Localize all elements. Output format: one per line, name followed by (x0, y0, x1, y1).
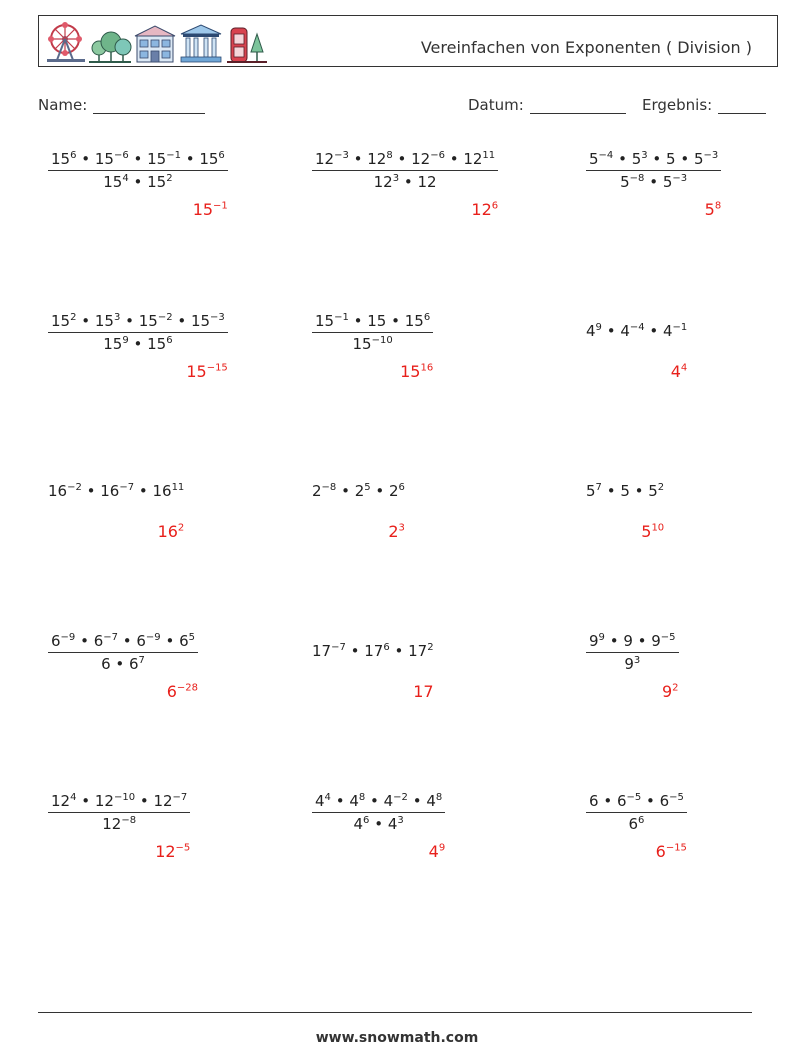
power-base: 4 (387, 815, 398, 833)
worksheet-header (38, 15, 778, 67)
power-exponent: −5 (660, 632, 676, 643)
trees-icon (89, 32, 131, 63)
expression (48, 470, 184, 502)
power-base: 6 (179, 632, 189, 650)
power-base: 12 (367, 150, 387, 168)
power-base: 5 (620, 482, 630, 500)
answer-exponent: 8 (714, 200, 722, 212)
fraction (48, 630, 198, 675)
power-exponent: 6 (383, 642, 390, 653)
power-base: 2 (389, 482, 399, 500)
power-base: 12 (315, 150, 335, 168)
power-base: 2 (312, 482, 322, 500)
fraction (48, 148, 228, 193)
power-exponent: 2 (427, 642, 434, 653)
answer-exponent: 3 (398, 522, 405, 534)
multiply-dot: • (641, 792, 660, 810)
problem-4 (48, 310, 228, 355)
answer-3 (705, 200, 722, 219)
answer-exponent: 16 (420, 362, 434, 374)
power-base: 15 (103, 173, 123, 191)
denominator (312, 333, 433, 355)
numerator (312, 148, 498, 171)
fraction (312, 790, 445, 835)
power-base: 4 (620, 322, 630, 340)
answer-base: 17 (413, 682, 434, 701)
answer-2 (471, 200, 498, 219)
multiply-dot: • (345, 642, 365, 660)
power-exponent: −1 (334, 312, 349, 323)
power-exponent: −2 (393, 792, 408, 803)
power-base: 15 (51, 312, 71, 330)
power-base: 4 (586, 322, 596, 340)
power-base: 15 (404, 312, 424, 330)
power-exponent: 4 (70, 792, 77, 803)
multiply-dot: • (76, 792, 95, 810)
expression (586, 470, 664, 502)
problem-9 (586, 470, 664, 502)
power-base: 6 (51, 632, 61, 650)
answer-12 (662, 682, 679, 701)
multiply-dot: • (128, 150, 148, 168)
power-base: 9 (623, 632, 633, 650)
power-exponent: 7 (595, 482, 602, 493)
power-base: 6 (659, 792, 670, 810)
fraction (312, 310, 433, 355)
power-base: 16 (152, 482, 172, 500)
power-base: 12 (102, 815, 122, 833)
power-exponent: −3 (210, 312, 225, 323)
power-base: 5 (693, 150, 704, 168)
problem-6 (586, 310, 687, 342)
power-base: 4 (383, 792, 394, 810)
answer-6 (671, 362, 688, 381)
answer-7 (158, 522, 185, 541)
answer-base: 15 (186, 362, 207, 381)
power-exponent: 9 (122, 335, 129, 346)
power-exponent: −7 (331, 642, 346, 653)
power-exponent: −9 (60, 632, 76, 643)
power-base: 17 (408, 642, 428, 660)
power-exponent: 6 (423, 312, 431, 323)
problem-8 (312, 470, 405, 502)
power-exponent: 6 (363, 815, 370, 826)
house-icon (135, 26, 175, 62)
answer-exponent: 10 (651, 522, 665, 534)
power-base: 15 (147, 150, 167, 168)
answer-14 (429, 842, 446, 861)
fraction (586, 630, 679, 675)
power-base: 4 (349, 792, 359, 810)
answer-10 (167, 682, 198, 701)
problem-12 (586, 630, 679, 675)
power-exponent: −4 (598, 150, 614, 161)
power-exponent: 5 (364, 482, 371, 493)
name-field[interactable] (38, 96, 205, 114)
answer-8 (388, 522, 405, 541)
fraction (48, 310, 228, 355)
fraction (586, 148, 721, 193)
power-exponent: 7 (138, 655, 145, 666)
header-icons (43, 22, 273, 64)
power-base: 5 (631, 150, 642, 168)
multiply-dot: • (180, 150, 200, 168)
problem-11 (312, 630, 434, 662)
answer-base: 15 (400, 362, 421, 381)
numerator (312, 790, 445, 813)
power-exponent: −3 (703, 150, 719, 161)
power-base: 6 (136, 632, 146, 650)
multiply-dot: • (117, 632, 137, 650)
power-exponent: 3 (633, 655, 641, 666)
datum-blank[interactable] (530, 98, 626, 114)
multiply-dot: • (399, 173, 418, 191)
multiply-dot: • (135, 792, 154, 810)
answer-base: 4 (670, 362, 681, 381)
multiply-dot: • (386, 312, 405, 330)
power-exponent: −2 (157, 312, 173, 323)
power-exponent: 4 (324, 792, 331, 803)
denominator (48, 171, 228, 193)
power-exponent: −4 (629, 322, 645, 333)
footer-url: www.snowmath.com (315, 1030, 479, 1046)
power-exponent: −8 (121, 815, 137, 826)
fraction (312, 148, 498, 193)
power-exponent: −7 (103, 632, 118, 643)
answer-exponent: 9 (438, 842, 446, 854)
answer-exponent: 2 (177, 522, 185, 534)
numerator (48, 630, 198, 653)
power-base: 12 (411, 150, 431, 168)
multiply-dot: • (598, 792, 617, 810)
power-base: 5 (620, 173, 630, 191)
problem-5 (312, 310, 433, 355)
fraction (48, 790, 190, 835)
multiply-dot: • (613, 150, 632, 168)
power-exponent: −7 (172, 792, 188, 803)
power-exponent: 6 (166, 335, 173, 346)
power-base: 12 (373, 173, 393, 191)
power-base: 17 (364, 642, 384, 660)
multiply-dot: • (110, 655, 129, 673)
answer-base: 5 (704, 200, 715, 219)
problem-2 (312, 148, 498, 193)
denominator (586, 653, 679, 675)
power-base: 2 (354, 482, 365, 500)
power-exponent: 6 (398, 482, 405, 493)
power-exponent: 6 (218, 150, 225, 161)
answer-base: 9 (661, 682, 673, 701)
answer-base: 15 (192, 200, 214, 219)
power-base: 15 (103, 335, 123, 353)
multiply-dot: • (444, 150, 464, 168)
power-base: 9 (589, 632, 599, 650)
expression (312, 470, 405, 502)
name-label: Name: (38, 96, 88, 114)
phone-booth-icon (227, 28, 267, 63)
problem-13 (48, 790, 190, 835)
power-exponent: −7 (119, 482, 135, 493)
multiply-dot: • (604, 632, 624, 650)
power-base: 4 (315, 792, 325, 810)
power-base: 15 (94, 150, 114, 168)
answer-exponent: −1 (213, 200, 228, 212)
fraction (586, 790, 687, 835)
ferris-wheel-icon (47, 22, 85, 62)
power-base: 17 (312, 642, 332, 660)
multiply-dot: • (336, 482, 355, 500)
answer-exponent: 6 (491, 200, 499, 212)
power-exponent: 3 (397, 815, 404, 826)
answer-5 (400, 362, 433, 381)
power-exponent: 9 (598, 632, 605, 643)
museum-icon (181, 25, 221, 62)
answer-base: 12 (471, 200, 492, 219)
power-base: 5 (589, 150, 599, 168)
power-exponent: 6 (70, 150, 77, 161)
multiply-dot: • (160, 632, 180, 650)
power-base: 15 (94, 312, 114, 330)
power-base: 5 (586, 482, 596, 500)
power-exponent: −9 (145, 632, 161, 643)
power-base: 15 (51, 150, 71, 168)
power-base: 12 (94, 792, 114, 810)
power-exponent: 2 (70, 312, 77, 323)
expression (586, 310, 687, 342)
power-exponent: 2 (166, 173, 173, 184)
power-exponent: −5 (669, 792, 684, 803)
power-base: 6 (129, 655, 139, 673)
power-base: 15 (352, 335, 372, 353)
datum-field[interactable] (468, 96, 626, 114)
power-exponent: −10 (371, 335, 393, 346)
power-base: 5 (648, 482, 658, 500)
multiply-dot: • (601, 482, 621, 500)
answer-exponent: 4 (680, 362, 688, 374)
power-base: 12 (463, 150, 483, 168)
answer-base: 2 (388, 522, 399, 541)
power-base: 6 (93, 632, 104, 650)
power-base: 15 (199, 150, 219, 168)
answer-exponent: −5 (175, 842, 191, 854)
multiply-dot: • (75, 632, 94, 650)
power-exponent: −5 (626, 792, 642, 803)
ergebnis-field[interactable] (642, 96, 766, 114)
power-exponent: 8 (435, 792, 443, 803)
datum-label: Datum: (468, 96, 524, 114)
problem-15 (586, 790, 687, 835)
power-exponent: −2 (67, 482, 82, 493)
multiply-dot: • (632, 632, 652, 650)
power-base: 4 (426, 792, 436, 810)
power-base: 6 (628, 815, 639, 833)
multiply-dot: • (76, 150, 95, 168)
power-exponent: −3 (672, 173, 688, 184)
power-exponent: −6 (113, 150, 129, 161)
power-exponent: −3 (334, 150, 349, 161)
multiply-dot: • (629, 482, 649, 500)
power-base: 15 (190, 312, 211, 330)
multiply-dot: • (134, 482, 153, 500)
power-base: 6 (616, 792, 627, 810)
answer-exponent: 2 (672, 682, 679, 694)
power-base: 15 (367, 312, 387, 330)
power-exponent: 3 (113, 312, 121, 323)
problem-1 (48, 148, 228, 193)
power-exponent: 11 (482, 150, 496, 161)
power-exponent: 8 (358, 792, 366, 803)
power-exponent: 11 (171, 482, 185, 493)
worksheet-title: Vereinfachen von Exponenten ( Division ) (420, 38, 752, 57)
numerator (48, 310, 228, 333)
answer-15 (656, 842, 687, 861)
answer-1 (193, 200, 228, 219)
answer-13 (155, 842, 190, 861)
power-exponent: 3 (641, 150, 648, 161)
multiply-dot: • (76, 312, 95, 330)
multiply-dot: • (601, 322, 621, 340)
multiply-dot: • (128, 173, 148, 191)
power-base: 5 (666, 150, 676, 168)
power-exponent: 4 (122, 173, 129, 184)
multiply-dot: • (370, 482, 389, 500)
denominator (586, 171, 721, 193)
numerator (48, 790, 190, 813)
power-base: 16 (48, 482, 68, 500)
power-base: 9 (651, 632, 661, 650)
multiply-dot: • (369, 815, 388, 833)
name-blank[interactable] (93, 98, 205, 114)
multiply-dot: • (128, 335, 148, 353)
denominator (48, 333, 228, 355)
power-base: 15 (147, 173, 167, 191)
numerator (312, 310, 433, 333)
power-base: 12 (153, 792, 173, 810)
answer-exponent: −15 (206, 362, 228, 374)
numerator (586, 790, 687, 813)
multiply-dot: • (644, 322, 663, 340)
answer-base: 6 (655, 842, 666, 861)
problem-3 (586, 148, 721, 193)
power-base: 15 (138, 312, 158, 330)
power-exponent: 5 (188, 632, 195, 643)
denominator (48, 653, 198, 675)
answer-11 (413, 682, 433, 701)
denominator (312, 813, 445, 835)
power-base: 9 (624, 655, 634, 673)
multiply-dot: • (365, 792, 384, 810)
denominator (48, 813, 190, 835)
multiply-dot: • (392, 150, 412, 168)
problem-10 (48, 630, 198, 675)
answer-exponent: −28 (176, 682, 198, 694)
power-exponent: −1 (166, 150, 181, 161)
power-base: 4 (663, 322, 673, 340)
power-exponent: −8 (629, 173, 645, 184)
denominator (312, 171, 498, 193)
power-exponent: −8 (321, 482, 337, 493)
numerator (586, 148, 721, 171)
answer-base: 16 (157, 522, 178, 541)
multiply-dot: • (120, 312, 139, 330)
answer-9 (641, 522, 664, 541)
multiply-dot: • (348, 312, 368, 330)
power-base: 6 (589, 792, 599, 810)
multiply-dot: • (647, 150, 666, 168)
multiply-dot: • (675, 150, 694, 168)
answer-exponent: −15 (665, 842, 687, 854)
multiply-dot: • (407, 792, 427, 810)
problem-7 (48, 470, 184, 502)
power-exponent: −1 (672, 322, 688, 333)
power-exponent: −10 (113, 792, 136, 803)
power-base: 4 (353, 815, 364, 833)
answer-base: 4 (428, 842, 439, 861)
power-exponent: 8 (386, 150, 393, 161)
power-base: 16 (100, 482, 120, 500)
power-exponent: 2 (657, 482, 665, 493)
power-base: 12 (51, 792, 71, 810)
answer-base: 12 (155, 842, 176, 861)
power-exponent: 6 (638, 815, 645, 826)
multiply-dot: • (81, 482, 101, 500)
problem-14 (312, 790, 445, 835)
denominator (586, 813, 687, 835)
power-exponent: −6 (430, 150, 445, 161)
multiply-dot: • (389, 642, 409, 660)
multiply-dot: • (172, 312, 191, 330)
answer-base: 5 (641, 522, 652, 541)
power-base: 15 (315, 312, 335, 330)
footer-divider (38, 1012, 752, 1013)
multiply-dot: • (644, 173, 663, 191)
ergebnis-blank[interactable] (718, 98, 766, 114)
power-base: 15 (147, 335, 167, 353)
numerator (48, 148, 228, 171)
multiply-dot: • (348, 150, 368, 168)
power-exponent: 9 (595, 322, 602, 333)
ergebnis-label: Ergebnis: (642, 96, 713, 114)
answer-base: 6 (166, 682, 177, 701)
multiply-dot: • (330, 792, 350, 810)
power-base: 6 (101, 655, 111, 673)
answer-4 (186, 362, 227, 381)
power-base: 5 (662, 173, 673, 191)
power-base: 12 (417, 173, 437, 191)
expression (312, 630, 434, 662)
numerator (586, 630, 679, 653)
power-exponent: 3 (392, 173, 400, 184)
